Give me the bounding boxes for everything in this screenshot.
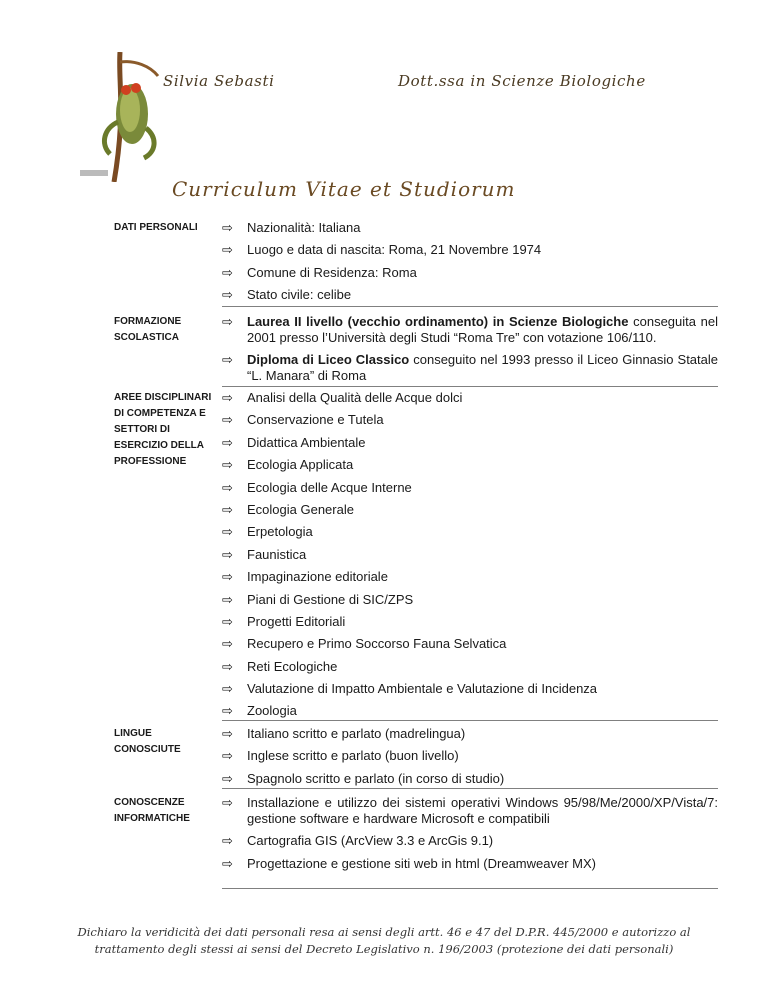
arrow-right-icon: ⇨ [222, 314, 233, 329]
list-item: ⇨ Stato civile: celibe [222, 287, 352, 303]
list-item: ⇨ Spagnolo scritto e parlato (in corso di studio) [222, 770, 505, 786]
list-item: ⇨ Ecologia Applicata [222, 457, 354, 473]
list-item: ⇨ Ecologia delle Acque Interne [222, 479, 412, 495]
list-item: ⇨ Erpetologia [222, 524, 313, 540]
tree-frog-logo [80, 52, 170, 182]
arrow-right-icon: ⇨ [222, 613, 233, 629]
arrow-right-icon: ⇨ [222, 390, 233, 405]
section-label: DATI PERSONALI [114, 222, 198, 233]
arrow-right-icon: ⇨ [222, 546, 233, 562]
list-item: ⇨ Impaginazione editoriale [222, 569, 388, 585]
list-item: ⇨ Recupero e Primo Soccorso Fauna Selvatica [222, 636, 507, 652]
arrow-right-icon: ⇨ [222, 658, 233, 674]
arrow-right-icon: ⇨ [222, 855, 233, 871]
list-item: ⇨ Zoologia [222, 703, 297, 719]
list-item: ⇨ Inglese scritto e parlato (buon livello) [222, 748, 459, 764]
arrow-right-icon: ⇨ [222, 264, 233, 280]
divider [222, 788, 718, 789]
arrow-right-icon: ⇨ [222, 524, 233, 540]
list-item: ⇨ Comune di Residenza: Roma [222, 264, 417, 280]
list-item: ⇨ Didattica Ambientale [222, 434, 366, 450]
divider [222, 386, 718, 387]
divider [222, 306, 718, 307]
arrow-right-icon: ⇨ [222, 726, 233, 741]
page-title: Curriculum Vitae et Studiorum [172, 177, 516, 201]
list-item: ⇨ Progettazione e gestione siti web in html (Dreamweaver MX) [222, 855, 596, 871]
arrow-right-icon: ⇨ [222, 703, 233, 719]
list-item: ⇨ Diploma di Liceo Classico conseguito nel 1993 presso il Liceo Ginnasio Statale “L. Manara” di Roma [222, 352, 718, 384]
list-item: ⇨ Conservazione e Tutela [222, 412, 384, 428]
section-label: FORMAZIONE SCOLASTICA [114, 316, 182, 343]
list-item: ⇨ Faunistica [222, 546, 307, 562]
arrow-right-icon: ⇨ [222, 434, 233, 450]
list-item: ⇨ Ecologia Generale [222, 501, 354, 517]
arrow-right-icon: ⇨ [222, 220, 233, 235]
arrow-right-icon: ⇨ [222, 479, 233, 495]
list-item: ⇨ Piani di Gestione di SIC/ZPS [222, 591, 414, 607]
list-item: ⇨ Nazionalità: Italiana [222, 220, 361, 235]
list-item: ⇨ Progetti Editoriali [222, 613, 346, 629]
arrow-right-icon: ⇨ [222, 591, 233, 607]
arrow-right-icon: ⇨ [222, 352, 233, 368]
arrow-right-icon: ⇨ [222, 770, 233, 786]
author-title: Dott.ssa in Scienze Biologiche [398, 72, 646, 90]
list-item: ⇨ Analisi della Qualità delle Acque dolci [222, 390, 463, 405]
list-item: ⇨ Installazione e utilizzo dei sistemi operativi Windows 95/98/Me/2000/XP/Vista/7: gestione software e hardware Microsoft e compatibili [222, 795, 718, 826]
divider [222, 720, 718, 721]
arrow-right-icon: ⇨ [222, 501, 233, 517]
arrow-right-icon: ⇨ [222, 795, 233, 810]
section-label: CONOSCENZE INFORMATICHE [114, 797, 190, 824]
privacy-declaration: Dichiaro la veridicità dei dati personali resa ai sensi degli artt. 46 e 47 del D.P.R. 445/2000 e autorizzo al trattamento degli stessi ai sensi del Decreto Legislativo n. 196/2003 (protezione dei dati personali) [77, 925, 691, 956]
list-item: ⇨ Valutazione di Impatto Ambientale e Valutazione di Incidenza [222, 681, 598, 697]
arrow-right-icon: ⇨ [222, 569, 233, 585]
list-item: ⇨ Reti Ecologiche [222, 658, 338, 674]
arrow-right-icon: ⇨ [222, 636, 233, 652]
list-item: ⇨ Cartografia GIS (ArcView 3.3 e ArcGis 9.1) [222, 833, 494, 849]
list-item: ⇨ Luogo e data di nascita: Roma, 21 Novembre 1974 [222, 242, 542, 258]
arrow-right-icon: ⇨ [222, 748, 233, 764]
arrow-right-icon: ⇨ [222, 833, 233, 849]
arrow-right-icon: ⇨ [222, 242, 233, 258]
section-label: AREE DISCIPLINARI DI COMPETENZA E SETTORI DI ESERCIZIO DELLA PROFESSIONE [114, 392, 212, 467]
arrow-right-icon: ⇨ [222, 457, 233, 473]
list-item: ⇨ Laurea II livello (vecchio ordinamento) in Scienze Biologiche conseguita nel 2001 presso l’Università degli Studi “Roma Tre” con votazione 106/110. [222, 314, 718, 345]
section-label: LINGUE CONOSCIUTE [114, 728, 181, 755]
arrow-right-icon: ⇨ [222, 681, 233, 697]
divider [222, 888, 718, 889]
arrow-right-icon: ⇨ [222, 412, 233, 428]
arrow-right-icon: ⇨ [222, 287, 233, 303]
author-name: Silvia Sebasti [163, 72, 275, 90]
list-item: ⇨ Italiano scritto e parlato (madrelingua) [222, 726, 466, 741]
